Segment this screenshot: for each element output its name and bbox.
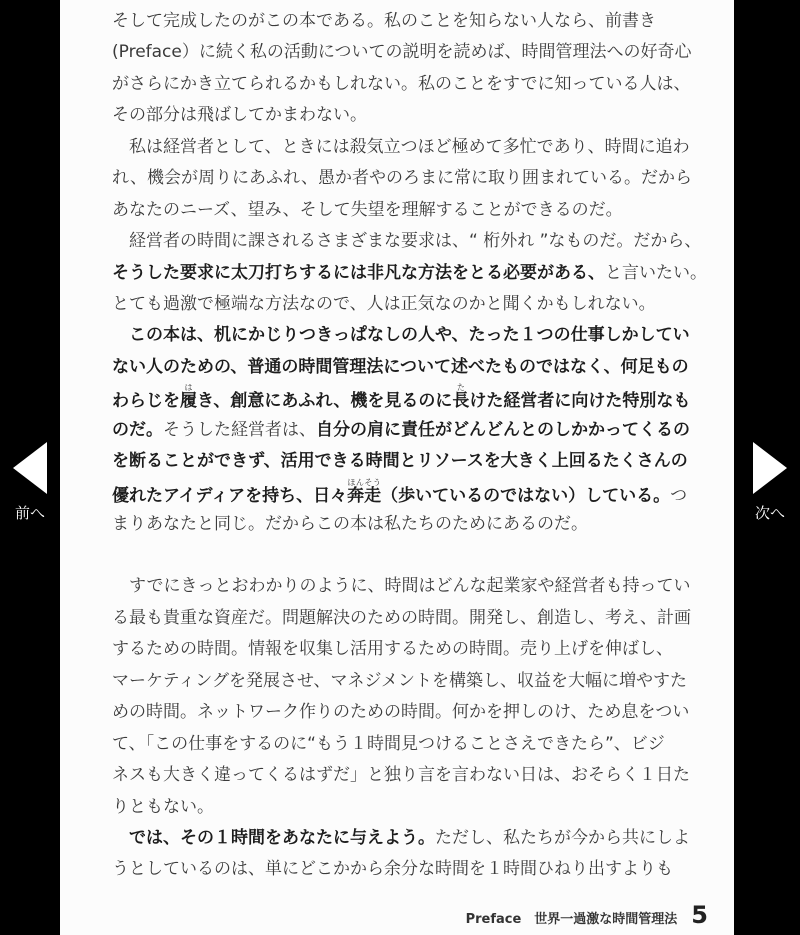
text-line: うとしているのは、単にどこかから余分な時間を１時間ひねり出すよりも	[112, 859, 673, 880]
emphasis-text: では、その１時間をあなたに与えよう。	[129, 827, 435, 848]
text-line: て、「この仕事をするのに“もう１時間見つけることさえできたら”、ビジ	[112, 733, 665, 754]
text-line: りともない。	[112, 796, 214, 817]
text-line: するための時間。情報を収集し活用するための時間。売り上げを伸ばし、	[112, 639, 673, 660]
text-line: まりあなたと同じ。だからこの本は私たちのためにあるのだ。	[112, 514, 588, 534]
text-line: 経営者の時間に課されるさまざまな要求は、“ 桁外れ ”なものだ。だから、	[129, 231, 702, 252]
text-line: マーケティングを発展させ、マネジメントを構築し、収益を大幅に増やすた	[112, 670, 687, 691]
text-line: がさらにかき立てられるかもしれない。私のことをすでに知っている人は、	[112, 73, 691, 94]
running-title: Preface 世界一過激な時間管理法	[465, 912, 678, 927]
prev-page-button[interactable]	[0, 440, 60, 523]
paragraph-gap	[112, 540, 698, 571]
emphasis-text: そうした要求に太刀打ちするには非凡な方法をとる必要がある、	[112, 262, 605, 283]
triangle-right-icon	[751, 440, 789, 496]
text-line: とても過激で極端な方法なので、人は正気なのかと聞くかもしれない。	[112, 293, 656, 314]
emphasis-text: 自分の肩に責任がどんどんとのしかかってくるの	[316, 419, 690, 440]
text-line: その部分は飛ばしてかまわない。	[112, 105, 367, 126]
emphasis-text: のだ。	[112, 419, 163, 440]
text-line: (Preface）に続く私の活動についての説明を読めば、時間管理法への好奇心	[112, 42, 692, 63]
text-line: あなたのニーズ、望み、そして失望を理解することができるのだ。	[112, 199, 623, 220]
text-line	[112, 383, 698, 414]
book-page	[60, 0, 734, 935]
text-line: めの時間。ネットワーク作りのための時間。何かを押しのけ、ため息をつい	[112, 702, 690, 723]
page-number: 5	[691, 901, 708, 929]
emphasis-text: この本は、机にかじりつきっぱなしの人や、たった１つの仕事しかしてい	[129, 325, 690, 346]
text-line	[112, 446, 698, 477]
text-line: そうした要求に太刀打ちするには非凡な方法をとる必要がある、と言いたい。	[112, 262, 707, 283]
emphasis-text: を断ることができず、活用できる時間とリソースを大きく上回るたくさんの	[112, 451, 688, 472]
next-page-label: 次へ	[754, 504, 785, 522]
text-line: のだ。そうした経営者は、自分の肩に責任がどんどんとのしかかってくるの	[112, 419, 690, 440]
text-line: そして完成したのがこの本である。私のことを知らない人なら、前書き	[112, 11, 656, 31]
text-line: では、その１時間をあなたに与えよう。ただし、私たちが今から共にしよ	[129, 827, 690, 848]
text-line	[112, 320, 698, 351]
text-line	[112, 352, 698, 383]
page-footer	[466, 901, 708, 931]
furigana: 履は	[180, 383, 197, 412]
emphasis-text: 優れたアイディアを持ち、日々奔走ほんそう（歩いているのではない）している。	[112, 477, 671, 506]
prev-page-label: 前へ	[14, 504, 45, 522]
text-line: る最も貴重な資産だ。問題解決のための時間。開発し、創造し、考え、計画	[112, 607, 692, 628]
text-line: ネスも大きく違ってくるはずだ」と独り言を言わない日は、おそらく１日た	[112, 765, 690, 786]
text-line: 優れたアイディアを持ち、日々奔走ほんそう（歩いているのではない）している。つ	[112, 477, 688, 506]
next-page-button[interactable]	[740, 440, 800, 523]
furigana: 長た	[452, 383, 470, 412]
body-text	[112, 6, 707, 886]
furigana: 奔走ほんそう	[347, 477, 382, 506]
text-line: れ、機会が周りにあふれ、愚か者やのろまに常に取り囲まれている。だから	[112, 168, 693, 189]
text-line: すでにきっとおわかりのように、時間はどんな起業家や経営者も持ってい	[129, 576, 691, 597]
emphasis-text: ない人のための、普通の時間管理法について述べたものではなく、何足もの	[112, 356, 689, 377]
triangle-left-icon	[11, 440, 49, 496]
text-line: 私は経営者として、ときには殺気立つほど極めて多忙であり、時間に追わ	[129, 136, 690, 157]
emphasis-text: わらじを履はき、創意にあふれ、機を見るのに長たけた経営者に向けた特別なも	[112, 383, 691, 412]
